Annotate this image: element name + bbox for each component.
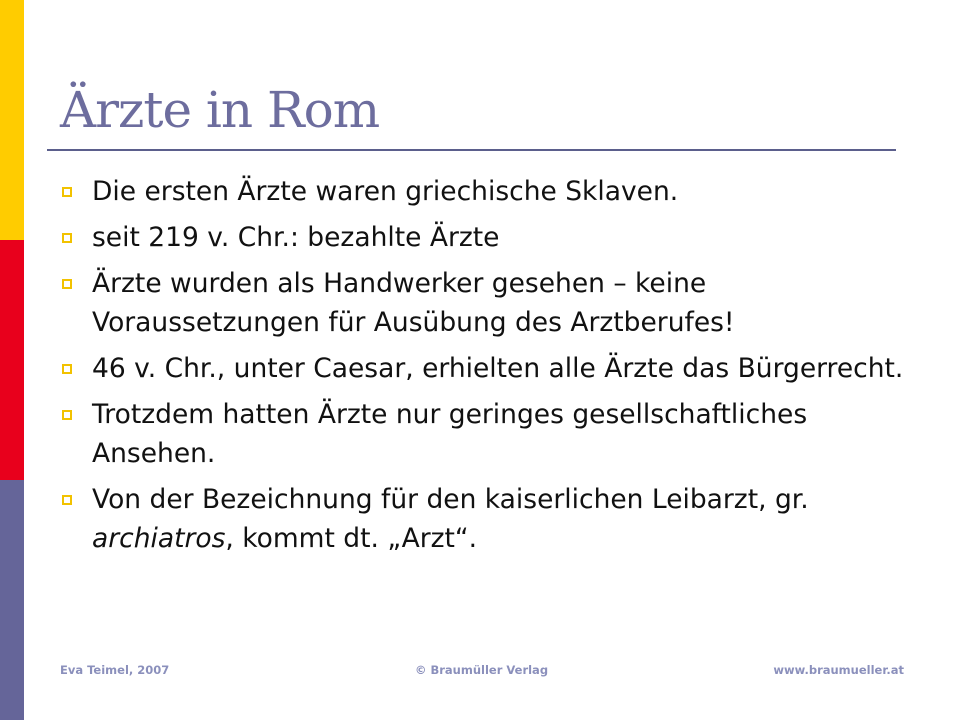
bullet-item	[60, 264, 910, 342]
bullet-text: Trotzdem hatten Ärzte nur geringes gesellschaftliches Ansehen.	[92, 399, 808, 469]
bullet-item	[60, 172, 910, 211]
side-color-bar	[0, 0, 24, 720]
bullet-text: Die ersten Ärzte waren griechische Sklaven.	[92, 176, 679, 207]
hollow-square-icon	[62, 410, 72, 420]
title-divider	[47, 149, 896, 151]
side-bar-purple-segment	[0, 480, 24, 720]
bullet-item	[60, 218, 910, 257]
footer-publisher: © Braumüller Verlag	[414, 663, 549, 677]
side-bar-yellow-segment	[0, 0, 24, 240]
hollow-square-icon	[62, 495, 72, 505]
bullet-text-after: , kommt dt. „Arzt“.	[225, 523, 478, 554]
bullet-text: Ärzte wurden als Handwerker gesehen – keine Voraussetzungen für Ausübung des Arztberufes!	[92, 268, 735, 338]
bullet-text: seit 219 v. Chr.: bezahlte Ärzte	[92, 222, 500, 253]
footer-website: www.braumueller.at	[773, 663, 904, 677]
bullet-list	[60, 172, 910, 565]
hollow-square-icon	[62, 279, 72, 289]
footer-author: Eva Teimel, 2007	[60, 663, 170, 677]
bullet-text: 46 v. Chr., unter Caesar, erhielten alle Ärzte das Bürgerrecht.	[92, 353, 904, 384]
bullet-text-italic-term: archiatros	[92, 523, 226, 554]
bullet-text-before: Von der Bezeichnung für den kaiserlichen Leibarzt, gr.	[92, 484, 809, 515]
hollow-square-icon	[62, 187, 72, 197]
slide-title: Ärzte in Rom	[60, 81, 380, 139]
bullet-item	[60, 349, 910, 388]
side-bar-red-segment	[0, 240, 24, 480]
hollow-square-icon	[62, 364, 72, 374]
hollow-square-icon	[62, 233, 72, 243]
bullet-item	[60, 480, 910, 558]
bullet-item	[60, 395, 910, 473]
